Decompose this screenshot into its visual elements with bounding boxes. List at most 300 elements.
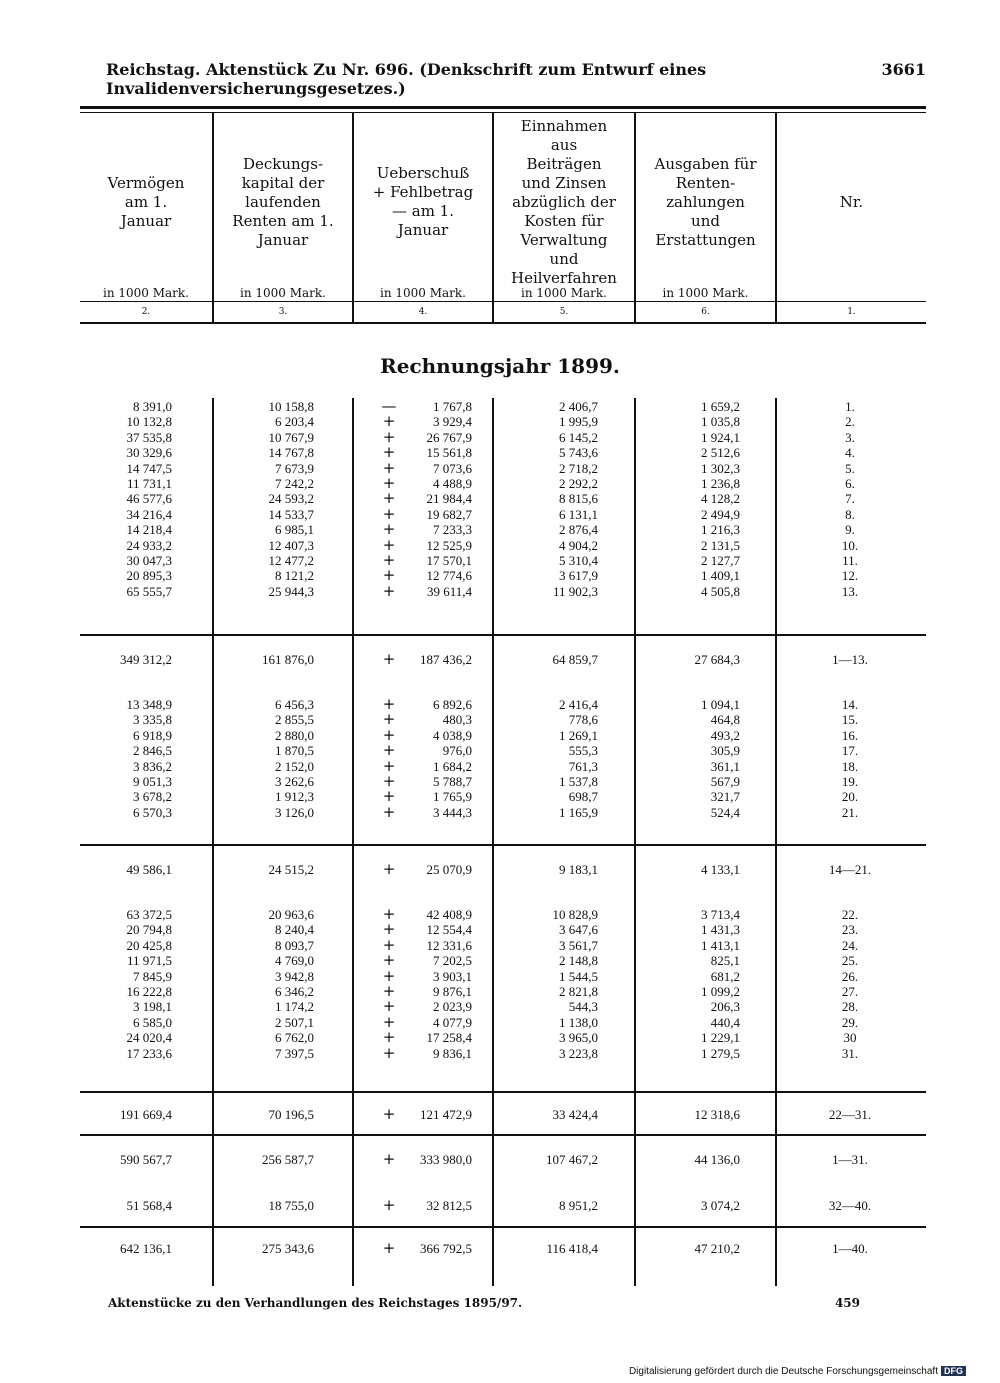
cell-einnahmen: 2 416,4 xyxy=(559,697,598,712)
cell-einnahmen: 6 145,2 xyxy=(559,429,598,445)
sign-symbol: + xyxy=(382,443,396,462)
sign-symbol: + xyxy=(382,710,396,729)
cell-einnahmen: 5 310,4 xyxy=(559,553,598,568)
cell-ueberschuss: 17 258,4 xyxy=(426,1030,472,1046)
footer-source: Aktenstücke zu den Verhandlungen des Reichstages 1895/97. xyxy=(108,1296,523,1310)
cell-deckungskapital: 1 174,2 xyxy=(275,999,314,1015)
cell-ausgaben: 1 035,8 xyxy=(701,414,740,430)
cell-ueberschuss: 7 202,5 xyxy=(433,953,472,969)
group-rule xyxy=(80,1134,926,1136)
cell-deckungskapital: 14 533,7 xyxy=(268,506,314,522)
cell-nr: 22. xyxy=(841,907,859,922)
cell-vermoegen: 8 391,0 xyxy=(133,399,172,414)
cell-ausgaben: 567,9 xyxy=(710,774,740,789)
cell-deckungskapital: 6 203,4 xyxy=(275,414,314,430)
body-col-divider xyxy=(212,398,214,1286)
cell-einnahmen: 6 131,1 xyxy=(559,506,598,522)
cell-einnahmen: 1 537,8 xyxy=(559,774,598,789)
column-header: Ueberschuß + Fehlbetrag — am 1. Januar xyxy=(372,164,474,239)
sign-symbol: + xyxy=(382,427,396,446)
cell-ueberschuss: 4 077,9 xyxy=(433,1014,472,1030)
cell-ueberschuss: 3 444,3 xyxy=(433,804,472,820)
cell-ausgaben: 2 512,6 xyxy=(701,445,740,461)
column-number: 5. xyxy=(559,307,569,317)
cell-vermoegen: 13 348,9 xyxy=(126,697,172,712)
cell-deckungskapital: 6 346,2 xyxy=(275,984,314,999)
cell-vermoegen: 6 918,9 xyxy=(133,727,172,743)
cell-ueberschuss: 1 684,2 xyxy=(433,758,472,774)
cell-ausgaben: 681,2 xyxy=(710,968,740,984)
cell-nr: 26. xyxy=(841,968,859,984)
cell-vermoegen: 20 895,3 xyxy=(126,568,172,584)
cell-nr: 13. xyxy=(841,583,859,599)
cell-einnahmen: 2 718,2 xyxy=(559,460,598,476)
cell-ausgaben: 361,1 xyxy=(710,758,740,774)
cell-ueberschuss: 21 984,4 xyxy=(426,491,472,507)
cell-ueberschuss: 976,0 xyxy=(442,743,472,759)
cell-ueberschuss: 17 570,1 xyxy=(426,553,472,568)
sign-symbol: + xyxy=(382,474,396,492)
cell-deckungskapital: 2 152,0 xyxy=(275,758,314,774)
cell-nr: 10. xyxy=(841,537,859,553)
cell-nr: 6. xyxy=(845,476,855,491)
cell-einnahmen: 698,7 xyxy=(568,789,598,805)
cell-deckungskapital: 6 985,1 xyxy=(275,522,314,538)
cell-ueberschuss: 4 488,9 xyxy=(433,476,472,491)
cell-nr: 7. xyxy=(845,491,855,507)
cell-deckungskapital: 10 767,9 xyxy=(268,429,314,445)
sign-symbol: + xyxy=(382,802,396,821)
sign-symbol: + xyxy=(382,997,396,1016)
sign-symbol: + xyxy=(382,520,396,539)
cell-ueberschuss: 19 682,7 xyxy=(426,506,472,522)
cell-vermoegen: 7 845,9 xyxy=(133,968,172,984)
cell-einnahmen: 2 876,4 xyxy=(559,522,598,538)
cell-nr: 32—40. xyxy=(828,1198,872,1213)
cell-vermoegen: 24 933,2 xyxy=(126,537,172,553)
cell-ueberschuss: 7 073,6 xyxy=(433,460,472,476)
cell-einnahmen: 2 292,2 xyxy=(559,476,598,491)
cell-einnahmen: 1 269,1 xyxy=(559,727,598,743)
cell-ausgaben: 1 413,1 xyxy=(701,937,740,953)
cell-ausgaben: 1 659,2 xyxy=(701,399,740,414)
cell-nr: 17. xyxy=(841,743,859,759)
cell-vermoegen: 14 747,5 xyxy=(126,460,172,476)
column-header: Deckungs-kapital der laufenden Renten am 1. Januar xyxy=(232,154,334,249)
cell-nr: 11. xyxy=(842,553,858,568)
cell-einnahmen: 1 995,9 xyxy=(559,414,598,430)
cell-ausgaben: 524,4 xyxy=(710,804,740,820)
cell-deckungskapital: 12 407,3 xyxy=(268,537,314,553)
cell-deckungskapital: 1 870,5 xyxy=(275,743,314,759)
cell-ausgaben: 27 684,3 xyxy=(694,652,740,667)
header-rule-top xyxy=(80,106,926,109)
column-unit: in 1000 Mark. xyxy=(380,286,466,300)
cell-vermoegen: 11 971,5 xyxy=(126,953,172,969)
cell-ausgaben: 464,8 xyxy=(710,712,740,728)
cell-ausgaben: 4 505,8 xyxy=(701,583,740,599)
cell-deckungskapital: 275 343,6 xyxy=(262,1241,314,1256)
cell-einnahmen: 4 904,2 xyxy=(559,537,598,553)
cell-einnahmen: 2 821,8 xyxy=(559,984,598,999)
cell-vermoegen: 10 132,8 xyxy=(126,414,172,430)
cell-deckungskapital: 161 876,0 xyxy=(262,652,314,667)
page-number: 3661 xyxy=(881,60,926,79)
cell-vermoegen: 349 312,2 xyxy=(120,652,172,667)
cell-ausgaben: 1 099,2 xyxy=(701,984,740,999)
cell-ausgaben: 1 236,8 xyxy=(701,476,740,491)
cell-ausgaben: 3 074,2 xyxy=(701,1198,740,1213)
cell-ausgaben: 825,1 xyxy=(710,953,740,969)
cell-vermoegen: 11 731,1 xyxy=(126,476,172,491)
cell-vermoegen: 6 585,0 xyxy=(133,1014,172,1030)
column-number: 4. xyxy=(418,307,428,317)
section-title: Rechnungsjahr 1899. xyxy=(380,354,620,378)
sign-symbol: + xyxy=(382,951,396,970)
cell-nr: 4. xyxy=(845,445,855,461)
cell-ausgaben: 1 094,1 xyxy=(701,697,740,712)
sign-symbol: + xyxy=(382,1012,396,1031)
cell-nr: 14—21. xyxy=(828,862,872,877)
cell-ausgaben: 44 136,0 xyxy=(694,1152,740,1167)
cell-ausgaben: 2 131,5 xyxy=(701,537,740,553)
cell-vermoegen: 63 372,5 xyxy=(126,907,172,922)
column-number: 3. xyxy=(278,307,288,317)
cell-nr: 22—31. xyxy=(828,1107,872,1122)
credit-text: Digitalisierung gefördert durch die Deutsche Forschungsgemeinschaft xyxy=(628,1366,938,1377)
digitization-credit xyxy=(629,1366,966,1377)
cell-ausgaben: 1 216,3 xyxy=(701,522,740,538)
cell-ueberschuss: 1 767,8 xyxy=(433,399,472,414)
cell-nr: 5. xyxy=(845,460,855,476)
cell-einnahmen: 10 828,9 xyxy=(552,907,598,922)
header-rule-bottom xyxy=(80,112,926,113)
cell-deckungskapital: 2 880,0 xyxy=(275,727,314,743)
cell-einnahmen: 3 223,8 xyxy=(559,1045,598,1061)
cell-vermoegen: 3 198,1 xyxy=(133,999,172,1015)
cell-nr: 29. xyxy=(841,1014,859,1030)
cell-nr: 1—13. xyxy=(832,652,868,667)
cell-vermoegen: 14 218,4 xyxy=(126,522,172,538)
cell-einnahmen: 33 424,4 xyxy=(552,1107,598,1122)
cell-einnahmen: 8 815,6 xyxy=(559,491,598,507)
cell-vermoegen: 20 425,8 xyxy=(126,937,172,953)
body-col-divider xyxy=(634,398,636,1286)
cell-nr: 27. xyxy=(841,984,859,999)
cell-deckungskapital: 256 587,7 xyxy=(262,1152,314,1167)
cell-ueberschuss: 26 767,9 xyxy=(426,429,472,445)
cell-vermoegen: 590 567,7 xyxy=(120,1152,172,1167)
cell-deckungskapital: 3 126,0 xyxy=(275,804,314,820)
cell-ueberschuss: 1 765,9 xyxy=(433,789,472,805)
cell-vermoegen: 20 794,8 xyxy=(126,922,172,938)
cell-ueberschuss: 5 788,7 xyxy=(433,774,472,789)
page-footer xyxy=(108,1296,860,1310)
cell-nr: 2. xyxy=(845,414,855,430)
column-number: 2. xyxy=(141,307,151,317)
sign-symbol: + xyxy=(382,1239,396,1257)
cell-ausgaben: 2 494,9 xyxy=(701,506,740,522)
cell-ausgaben: 3 713,4 xyxy=(701,907,740,922)
cell-einnahmen: 2 406,7 xyxy=(559,399,598,414)
cell-ausgaben: 1 229,1 xyxy=(701,1030,740,1046)
column-header: Einnahmen aus Beiträgen und Zinsen abzüglich der Kosten für Verwaltung und Heilverfahren xyxy=(511,116,617,287)
body-col-divider xyxy=(492,398,494,1286)
sign-symbol: + xyxy=(382,1028,396,1047)
unit-rule xyxy=(80,301,926,302)
sign-symbol: + xyxy=(382,1196,396,1214)
cell-ueberschuss: 39 611,4 xyxy=(426,583,472,599)
cell-deckungskapital: 6 762,0 xyxy=(275,1030,314,1046)
cell-ausgaben: 321,7 xyxy=(710,789,740,805)
cell-ausgaben: 440,4 xyxy=(710,1014,740,1030)
cell-vermoegen: 3 335,8 xyxy=(133,712,172,728)
cell-einnahmen: 778,6 xyxy=(568,712,598,728)
sign-symbol: + xyxy=(382,581,396,600)
body-col-divider xyxy=(352,398,354,1286)
cell-deckungskapital: 8 093,7 xyxy=(275,937,314,953)
cell-nr: 31. xyxy=(841,1045,859,1061)
cell-nr: 14. xyxy=(841,697,859,712)
cell-deckungskapital: 3 262,6 xyxy=(275,774,314,789)
sign-symbol: + xyxy=(382,412,396,431)
cell-ueberschuss: 12 554,4 xyxy=(426,922,472,938)
cell-ueberschuss: 121 472,9 xyxy=(420,1107,472,1122)
cell-vermoegen: 3 836,2 xyxy=(133,758,172,774)
cell-deckungskapital: 8 240,4 xyxy=(275,922,314,938)
cell-deckungskapital: 70 196,5 xyxy=(268,1107,314,1122)
cell-ausgaben: 4 128,2 xyxy=(701,491,740,507)
sign-symbol: + xyxy=(382,756,396,775)
cell-vermoegen: 51 568,4 xyxy=(126,1198,172,1213)
sign-symbol: — xyxy=(381,397,397,415)
cell-einnahmen: 1 544,5 xyxy=(559,968,598,984)
cell-ausgaben: 206,3 xyxy=(710,999,740,1015)
cell-nr: 24. xyxy=(841,937,859,953)
sign-symbol: + xyxy=(382,650,396,668)
cell-nr: 23. xyxy=(841,922,859,938)
sign-symbol: + xyxy=(382,741,396,760)
group-rule xyxy=(80,844,926,846)
body-col-divider xyxy=(775,398,777,1286)
cell-ueberschuss: 333 980,0 xyxy=(420,1152,472,1167)
cell-vermoegen: 16 222,8 xyxy=(126,984,172,999)
sign-symbol: + xyxy=(382,695,396,713)
cell-deckungskapital: 14 767,8 xyxy=(268,445,314,461)
cell-ausgaben: 1 924,1 xyxy=(701,429,740,445)
cell-ausgaben: 1 409,1 xyxy=(701,568,740,584)
cell-nr: 28. xyxy=(841,999,859,1015)
cell-ueberschuss: 9 836,1 xyxy=(433,1045,472,1061)
cell-deckungskapital: 10 158,8 xyxy=(268,399,314,414)
cell-nr: 25. xyxy=(841,953,859,969)
sign-symbol: + xyxy=(382,489,396,508)
group-rule xyxy=(80,634,926,636)
sign-symbol: + xyxy=(382,905,396,923)
cell-nr: 9. xyxy=(845,522,855,538)
column-unit: in 1000 Mark. xyxy=(662,286,749,300)
cell-vermoegen: 9 051,3 xyxy=(133,774,172,789)
cell-einnahmen: 8 951,2 xyxy=(559,1198,598,1213)
sign-symbol: + xyxy=(382,1043,396,1062)
cell-ueberschuss: 187 436,2 xyxy=(420,652,472,667)
cell-vermoegen: 30 329,6 xyxy=(126,445,172,461)
cell-vermoegen: 49 586,1 xyxy=(126,862,172,877)
cell-einnahmen: 544,3 xyxy=(568,999,598,1015)
table-head-rule xyxy=(80,322,926,324)
cell-ueberschuss: 15 561,8 xyxy=(426,445,472,461)
cell-ueberschuss: 25 070,9 xyxy=(426,862,472,877)
cell-einnahmen: 761,3 xyxy=(568,758,598,774)
cell-ausgaben: 1 279,5 xyxy=(701,1045,740,1061)
cell-einnahmen: 9 183,1 xyxy=(559,862,598,877)
cell-ueberschuss: 7 233,3 xyxy=(433,522,472,538)
cell-ausgaben: 4 133,1 xyxy=(701,862,740,877)
column-header: Nr. xyxy=(839,192,864,211)
cell-ueberschuss: 12 331,6 xyxy=(426,937,472,953)
sign-symbol: + xyxy=(382,982,396,1000)
cell-einnahmen: 3 617,9 xyxy=(559,568,598,584)
cell-deckungskapital: 2 855,5 xyxy=(275,712,314,728)
column-unit: in 1000 Mark. xyxy=(103,286,189,300)
column-unit: in 1000 Mark. xyxy=(521,286,607,300)
cell-einnahmen: 64 859,7 xyxy=(552,652,598,667)
column-header: Ausgaben für Renten-zahlungen und Erstattungen xyxy=(654,154,757,249)
cell-vermoegen: 6 570,3 xyxy=(133,804,172,820)
cell-vermoegen: 642 136,1 xyxy=(120,1241,172,1256)
cell-ausgaben: 493,2 xyxy=(710,727,740,743)
cell-nr: 8. xyxy=(845,506,855,522)
cell-nr: 20. xyxy=(841,789,859,805)
cell-ausgaben: 47 210,2 xyxy=(694,1241,740,1256)
sign-symbol: + xyxy=(382,935,396,954)
cell-vermoegen: 2 846,5 xyxy=(133,743,172,759)
sign-symbol: + xyxy=(382,458,396,477)
cell-vermoegen: 37 535,8 xyxy=(126,429,172,445)
cell-nr: 1. xyxy=(845,399,855,414)
sign-symbol: + xyxy=(382,1105,396,1123)
cell-deckungskapital: 7 673,9 xyxy=(275,460,314,476)
cell-nr: 18. xyxy=(841,758,859,774)
sign-symbol: + xyxy=(382,920,396,939)
sign-symbol: + xyxy=(382,566,396,585)
cell-nr: 30 xyxy=(843,1030,857,1046)
cell-einnahmen: 1 138,0 xyxy=(559,1014,598,1030)
cell-nr: 3. xyxy=(845,429,855,445)
cell-nr: 19. xyxy=(841,774,859,789)
cell-vermoegen: 34 216,4 xyxy=(126,506,172,522)
cell-deckungskapital: 12 477,2 xyxy=(268,553,314,568)
cell-ausgaben: 305,9 xyxy=(710,743,740,759)
cell-ueberschuss: 32 812,5 xyxy=(426,1198,472,1213)
cell-nr: 21. xyxy=(841,804,859,820)
cell-deckungskapital: 24 593,2 xyxy=(268,491,314,507)
cell-vermoegen: 3 678,2 xyxy=(133,789,172,805)
cell-ueberschuss: 6 892,6 xyxy=(433,697,472,712)
cell-deckungskapital: 6 456,3 xyxy=(275,697,314,712)
cell-ueberschuss: 366 792,5 xyxy=(420,1241,472,1256)
cell-nr: 1—31. xyxy=(832,1152,868,1167)
cell-deckungskapital: 7 242,2 xyxy=(275,476,314,491)
cell-deckungskapital: 1 912,3 xyxy=(275,789,314,805)
cell-vermoegen: 30 047,3 xyxy=(126,553,172,568)
column-number: 6. xyxy=(701,307,710,317)
cell-ueberschuss: 480,3 xyxy=(442,712,472,728)
cell-vermoegen: 191 669,4 xyxy=(120,1107,172,1122)
cell-einnahmen: 3 965,0 xyxy=(559,1030,598,1046)
cell-ausgaben: 1 431,3 xyxy=(701,922,740,938)
cell-deckungskapital: 25 944,3 xyxy=(268,583,314,599)
cell-nr: 12. xyxy=(841,568,859,584)
header-title: Reichstag. Aktenstück Zu Nr. 696. (Denkschrift zum Entwurf eines Invalidenversicherungsgesetzes.) xyxy=(106,60,707,98)
cell-ueberschuss: 12 525,9 xyxy=(426,537,472,553)
cell-einnahmen: 5 743,6 xyxy=(559,445,598,461)
sign-symbol: + xyxy=(382,504,396,523)
sign-symbol: + xyxy=(382,1150,396,1168)
sign-symbol: + xyxy=(382,860,396,878)
dfg-logo: DFG xyxy=(941,1366,966,1376)
column-header: Vermögen am 1. Januar xyxy=(107,173,185,230)
cell-ueberschuss: 9 876,1 xyxy=(433,984,472,999)
cell-nr: 15. xyxy=(841,712,859,728)
cell-ausgaben: 12 318,6 xyxy=(694,1107,740,1122)
cell-einnahmen: 3 561,7 xyxy=(559,937,598,953)
cell-einnahmen: 2 148,8 xyxy=(559,953,598,969)
sign-symbol: + xyxy=(382,551,396,569)
cell-nr: 1—40. xyxy=(832,1241,868,1256)
cell-nr: 16. xyxy=(841,727,859,743)
cell-ueberschuss: 3 929,4 xyxy=(433,414,472,430)
sign-symbol: + xyxy=(382,787,396,806)
group-rule xyxy=(80,1226,926,1228)
sign-symbol: + xyxy=(382,966,396,985)
cell-ausgaben: 1 302,3 xyxy=(701,460,740,476)
cell-deckungskapital: 4 769,0 xyxy=(275,953,314,969)
sign-symbol: + xyxy=(382,772,396,790)
cell-vermoegen: 17 233,6 xyxy=(126,1045,172,1061)
cell-vermoegen: 24 020,4 xyxy=(126,1030,172,1046)
cell-ueberschuss: 3 903,1 xyxy=(433,968,472,984)
cell-deckungskapital: 3 942,8 xyxy=(275,968,314,984)
cell-ueberschuss: 12 774,6 xyxy=(426,568,472,584)
cell-deckungskapital: 7 397,5 xyxy=(275,1045,314,1061)
cell-ausgaben: 2 127,7 xyxy=(701,553,740,568)
sign-symbol: + xyxy=(382,725,396,744)
footer-page: 459 xyxy=(834,1296,860,1310)
cell-einnahmen: 11 902,3 xyxy=(552,583,598,599)
column-number: 1. xyxy=(847,307,856,317)
cell-deckungskapital: 18 755,0 xyxy=(268,1198,314,1213)
cell-deckungskapital: 20 963,6 xyxy=(268,907,314,922)
column-unit: in 1000 Mark. xyxy=(240,286,326,300)
cell-ueberschuss: 4 038,9 xyxy=(433,727,472,743)
cell-deckungskapital: 2 507,1 xyxy=(275,1014,314,1030)
cell-einnahmen: 116 418,4 xyxy=(546,1241,598,1256)
cell-vermoegen: 65 555,7 xyxy=(126,583,172,599)
cell-einnahmen: 555,3 xyxy=(568,743,598,759)
cell-vermoegen: 46 577,6 xyxy=(126,491,172,507)
cell-ueberschuss: 42 408,9 xyxy=(426,907,472,922)
cell-einnahmen: 3 647,6 xyxy=(559,922,598,938)
cell-deckungskapital: 8 121,2 xyxy=(275,568,314,584)
cell-deckungskapital: 24 515,2 xyxy=(268,862,314,877)
sign-symbol: + xyxy=(382,535,396,554)
cell-ueberschuss: 2 023,9 xyxy=(433,999,472,1015)
group-rule xyxy=(80,1091,926,1093)
cell-einnahmen: 107 467,2 xyxy=(546,1152,598,1167)
page-header xyxy=(106,60,926,98)
cell-einnahmen: 1 165,9 xyxy=(559,804,598,820)
